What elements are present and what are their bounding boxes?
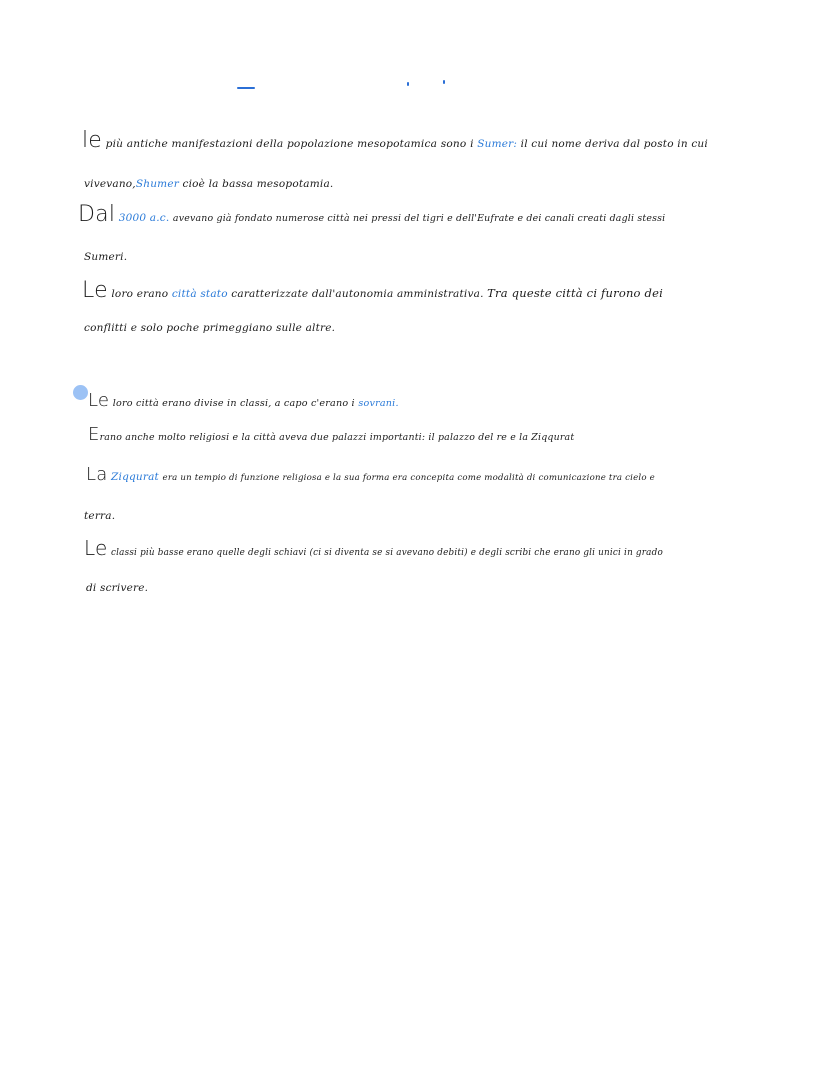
note-line-12 [86, 582, 148, 594]
note-text: terra. [84, 510, 116, 522]
bullet-dot [73, 385, 88, 400]
note-text: di scrivere. [86, 582, 149, 594]
note-text: era un tempio di funzione religiosa e la sua forma era concepita come modalità di comunicazione tra cielo e [162, 473, 655, 483]
initial-letter: Le [84, 536, 108, 560]
note-line-4 [84, 251, 127, 263]
note-text: più antiche manifestazioni della popolazione mesopotamica sono i [105, 138, 474, 150]
note-text: conflitti e solo poche primeggiano sulle altre. [84, 322, 336, 334]
initial-letter: le [82, 128, 103, 153]
note-text: loro erano [111, 288, 169, 300]
initial-letter: Dal [78, 202, 116, 227]
highlighted-term: Sumer: [477, 138, 518, 150]
highlighted-term: città stato [171, 288, 228, 300]
note-line-5 [82, 280, 663, 302]
initial-letter: E [88, 424, 100, 445]
note-line-10 [84, 510, 115, 522]
note-text: rano anche molto religiosi e la città aveva due palazzi importanti: il palazzo del re e la Ziqqurat [99, 432, 575, 443]
note-text: vivevano, [84, 178, 136, 190]
note-line-9 [86, 466, 655, 484]
note-line-1 [82, 130, 708, 152]
highlighted-term: Ziqqurat [111, 471, 159, 483]
highlighted-term: sovrani. [358, 398, 399, 409]
note-text: classi più basse erano quelle degli schiavi (ci si diventa se si avevano debiti) e degli scribi che erano gli unici in grado [111, 548, 663, 558]
note-line-11 [84, 538, 663, 558]
note-text: caratterizzate dall'autonomia amministrativa. [231, 288, 484, 300]
note-text: cioè la bassa mesopotamia. [182, 178, 334, 190]
note-line-2 [84, 178, 333, 190]
note-line-6 [84, 322, 335, 334]
note-text: il cui nome deriva dal posto in cui [520, 138, 708, 150]
top-pen-mark [443, 80, 445, 84]
top-pen-mark [407, 82, 409, 86]
note-line-3 [78, 204, 665, 226]
note-text: avevano già fondato numerose città nei pressi del tigri e dell'Eufrate e dei canali creati dagli stessi [172, 213, 666, 224]
note-text: Tra queste città ci furono dei [487, 286, 663, 300]
highlighted-term: 3000 a.c. [118, 212, 170, 224]
initial-letter: Le [88, 390, 110, 411]
top-pen-mark [237, 87, 255, 89]
initial-letter: Le [82, 278, 108, 303]
note-line-8 [88, 426, 574, 444]
initial-letter: La [86, 464, 108, 485]
highlighted-term: Shumer [135, 178, 179, 190]
note-text: loro città erano divise in classi, a capo c'erano i [112, 398, 355, 409]
note-text: Sumeri. [84, 251, 128, 263]
note-line-7 [88, 392, 399, 410]
